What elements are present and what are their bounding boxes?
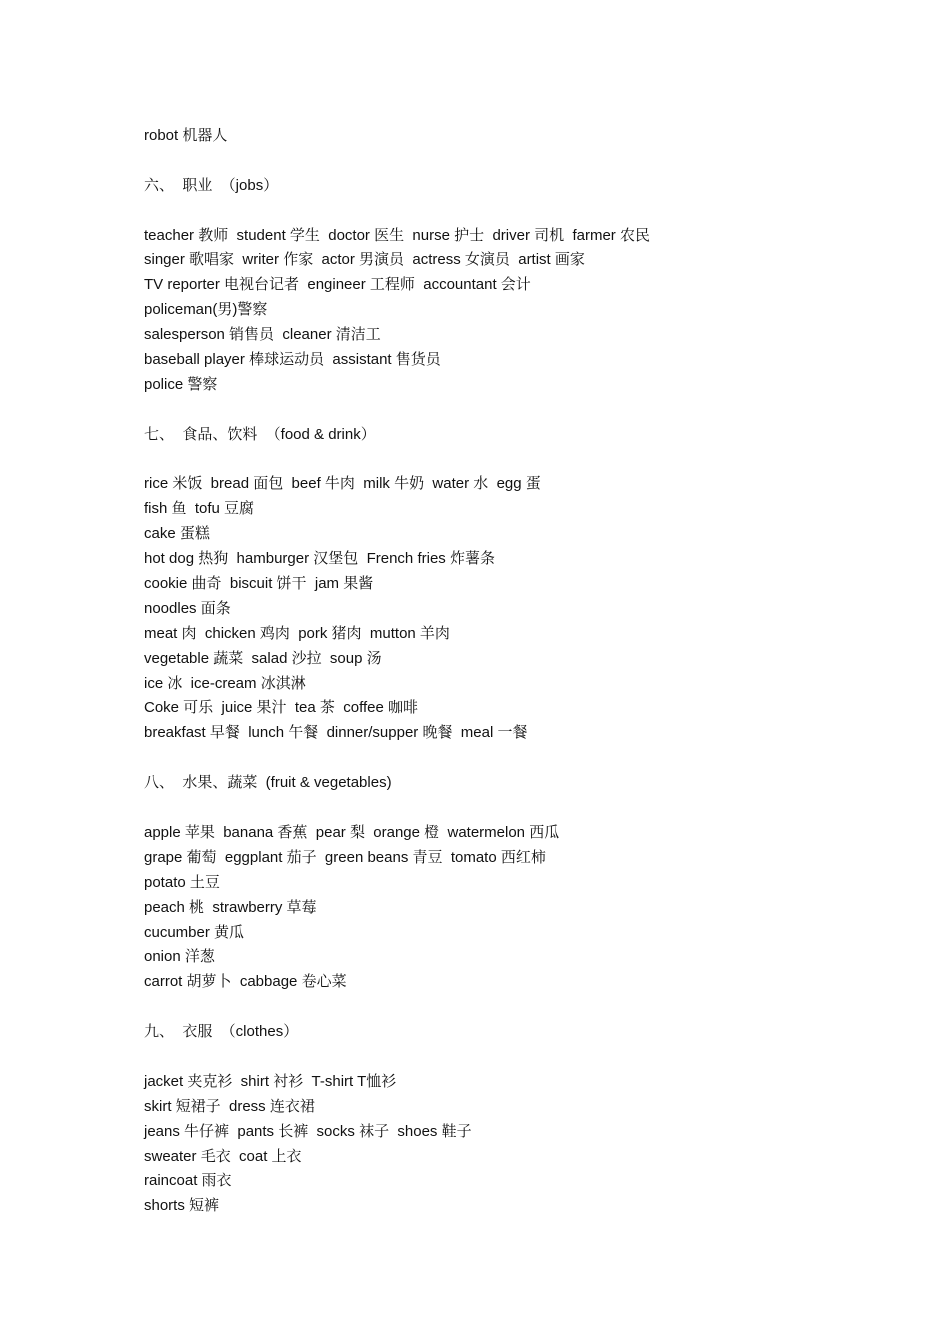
vocab-line: grape 葡萄 eggplant 茄子 green beans 青豆 tomato 西红柿 bbox=[144, 848, 546, 866]
vocab-line: cake 蛋糕 bbox=[144, 525, 210, 543]
vocab-line: peach 桃 strawberry 草莓 bbox=[144, 898, 317, 916]
section-heading-jobs: 六、 职业 （jobs） bbox=[144, 176, 279, 194]
vocab-line: skirt 短裙子 dress 连衣裙 bbox=[144, 1097, 315, 1115]
spacer bbox=[144, 995, 844, 1020]
vocab-line: vegetable 蔬菜 salad 沙拉 soup 汤 bbox=[144, 649, 382, 667]
vocab-line: jacket 夹克衫 shirt 衬衫 T-shirt T恤衫 bbox=[144, 1072, 397, 1090]
vocab-line: cucumber 黄瓜 bbox=[144, 923, 245, 941]
vocab-line: hot dog 热狗 hamburger 汉堡包 French fries 炸薯条 bbox=[144, 550, 495, 568]
vocab-line: noodles 面条 bbox=[144, 599, 231, 617]
vocab-line: potato 土豆 bbox=[144, 873, 220, 891]
vocab-line: jeans 牛仔裤 pants 长裤 socks 袜子 shoes 鞋子 bbox=[144, 1122, 472, 1140]
vocab-line: sweater 毛衣 coat 上衣 bbox=[144, 1147, 302, 1165]
vocab-line: policeman(男)警察 bbox=[144, 301, 268, 319]
vocab-line: meat 肉 chicken 鸡肉 pork 猪肉 mutton 羊肉 bbox=[144, 624, 450, 642]
vocab-line: raincoat 雨衣 bbox=[144, 1172, 232, 1190]
spacer bbox=[144, 746, 844, 771]
spacer bbox=[144, 1045, 844, 1070]
vocab-line: fish 鱼 tofu 豆腐 bbox=[144, 500, 255, 518]
vocab-line: shorts 短裤 bbox=[144, 1197, 220, 1215]
vocab-line: teacher 教师 student 学生 doctor 医生 nurse 护士 driver 司机 farmer 农民 bbox=[144, 226, 650, 244]
vocab-line: cookie 曲奇 biscuit 饼干 jam 果酱 bbox=[144, 575, 374, 593]
vocab-line: onion 洋葱 bbox=[144, 948, 215, 966]
vocab-line: salesperson 销售员 cleaner 清洁工 bbox=[144, 326, 381, 344]
vocab-line: rice 米饭 bread 面包 beef 牛肉 milk 牛奶 water 水 egg 蛋 bbox=[144, 475, 541, 493]
vocab-line: ice 冰 ice-cream 冰淇淋 bbox=[144, 674, 306, 692]
section-heading-food-drink: 七、 食品、饮料 （food & drink） bbox=[144, 425, 376, 443]
vocab-line: TV reporter 电视台记者 engineer 工程师 accountant 会计 bbox=[144, 276, 531, 294]
vocab-line: carrot 胡萝卜 cabbage 卷心菜 bbox=[144, 973, 347, 991]
spacer bbox=[144, 149, 844, 174]
vocab-line: Coke 可乐 juice 果汁 tea 茶 coffee 咖啡 bbox=[144, 699, 418, 717]
vocab-line: breakfast 早餐 lunch 午餐 dinner/supper 晚餐 meal 一餐 bbox=[144, 724, 528, 742]
vocab-line: police 警察 bbox=[144, 375, 218, 393]
vocab-line: robot 机器人 bbox=[144, 127, 228, 144]
spacer bbox=[144, 398, 844, 423]
spacer bbox=[144, 448, 844, 473]
vocab-line: singer 歌唱家 writer 作家 actor 男演员 actress 女演员 artist 画家 bbox=[144, 251, 585, 269]
vocab-line: apple 苹果 banana 香蕉 pear 梨 orange 橙 watermelon 西瓜 bbox=[144, 823, 560, 841]
vocab-line: baseball player 棒球运动员 assistant 售货员 bbox=[144, 351, 441, 369]
section-heading-clothes: 九、 衣服 （clothes） bbox=[144, 1023, 299, 1041]
spacer bbox=[144, 199, 844, 224]
spacer bbox=[144, 796, 844, 821]
section-heading-fruit-vegetables: 八、 水果、蔬菜 (fruit & vegetables) bbox=[144, 774, 392, 792]
document-body bbox=[144, 124, 844, 1219]
